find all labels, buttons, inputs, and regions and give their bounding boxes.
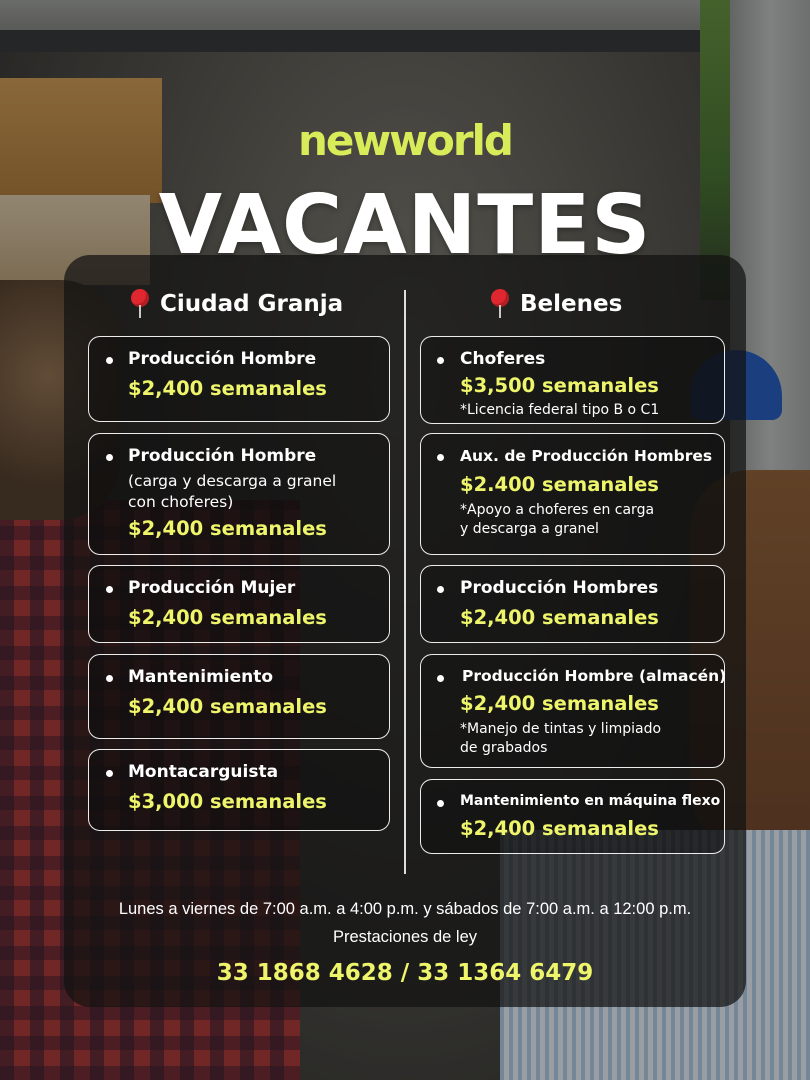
- job-title: Aux. de Producción Hombres: [460, 447, 713, 465]
- job-salary: $2,400 semanales: [460, 692, 659, 715]
- job-card: [420, 336, 725, 424]
- job-note: *Manejo de tintas y limpiado de grabados: [460, 721, 662, 756]
- bullet-icon: [437, 586, 444, 593]
- location-header-left: [130, 284, 343, 324]
- location-label: Ciudad Granja: [160, 291, 344, 317]
- job-card: [88, 565, 390, 643]
- bullet-icon: [106, 357, 113, 364]
- job-title: Montacarguista: [128, 762, 279, 782]
- job-card: [88, 749, 390, 831]
- location-label: Belenes: [520, 291, 623, 317]
- job-salary: $2,400 semanales: [128, 695, 327, 718]
- job-note: *Apoyo a choferes en carga y descarga a granel: [460, 502, 655, 537]
- job-salary: $2,400 semanales: [128, 377, 327, 400]
- job-card: [420, 654, 725, 768]
- bullet-icon: [106, 586, 113, 593]
- location-pin-icon: [490, 289, 510, 319]
- job-title: Producción Mujer: [128, 578, 296, 598]
- job-title: Mantenimiento en máquina flexo: [460, 793, 721, 809]
- job-detail: (carga y descarga a granel con choferes): [128, 472, 337, 511]
- bullet-icon: [437, 675, 444, 682]
- job-salary: $2,400 semanales: [128, 517, 327, 540]
- work-schedule: Lunes a viernes de 7:00 a.m. a 4:00 p.m. y sábados de 7:00 a.m. a 12:00 p.m.: [118, 900, 692, 918]
- job-salary: $2,400 semanales: [460, 817, 659, 840]
- job-salary: $3,500 semanales: [460, 374, 659, 397]
- bullet-icon: [437, 357, 444, 364]
- job-card: [88, 336, 390, 422]
- contact-phones: 33 1868 4628 / 33 1364 6479: [216, 960, 594, 986]
- location-pin-icon: [130, 289, 150, 319]
- column-divider: [404, 290, 406, 874]
- job-title: Producción Hombre: [128, 446, 317, 466]
- job-salary: $3,000 semanales: [128, 790, 327, 813]
- benefits-text: Prestaciones de ley: [333, 928, 477, 946]
- bullet-icon: [106, 770, 113, 777]
- job-title: Producción Hombre: [128, 349, 317, 369]
- job-card: [88, 654, 390, 739]
- job-card: [420, 433, 725, 555]
- bullet-icon: [437, 454, 444, 461]
- job-salary: $2,400 semanales: [128, 606, 327, 629]
- brand-logo: newworld: [297, 116, 512, 165]
- job-title: Producción Hombre (almacén): [462, 667, 727, 685]
- job-title: Choferes: [460, 349, 546, 369]
- job-card: [88, 433, 390, 555]
- bullet-icon: [106, 454, 113, 461]
- job-salary: $2,400 semanales: [460, 606, 659, 629]
- location-header-right: [490, 284, 622, 324]
- job-card: [420, 779, 725, 854]
- bullet-icon: [106, 675, 113, 682]
- job-card: [420, 565, 725, 643]
- page-title: VACANTES: [158, 178, 652, 273]
- job-note: *Licencia federal tipo B o C1: [460, 402, 660, 418]
- job-title: Producción Hombres: [460, 578, 659, 598]
- bullet-icon: [437, 800, 444, 807]
- job-title: Mantenimiento: [128, 667, 274, 687]
- job-salary: $2.400 semanales: [460, 473, 659, 496]
